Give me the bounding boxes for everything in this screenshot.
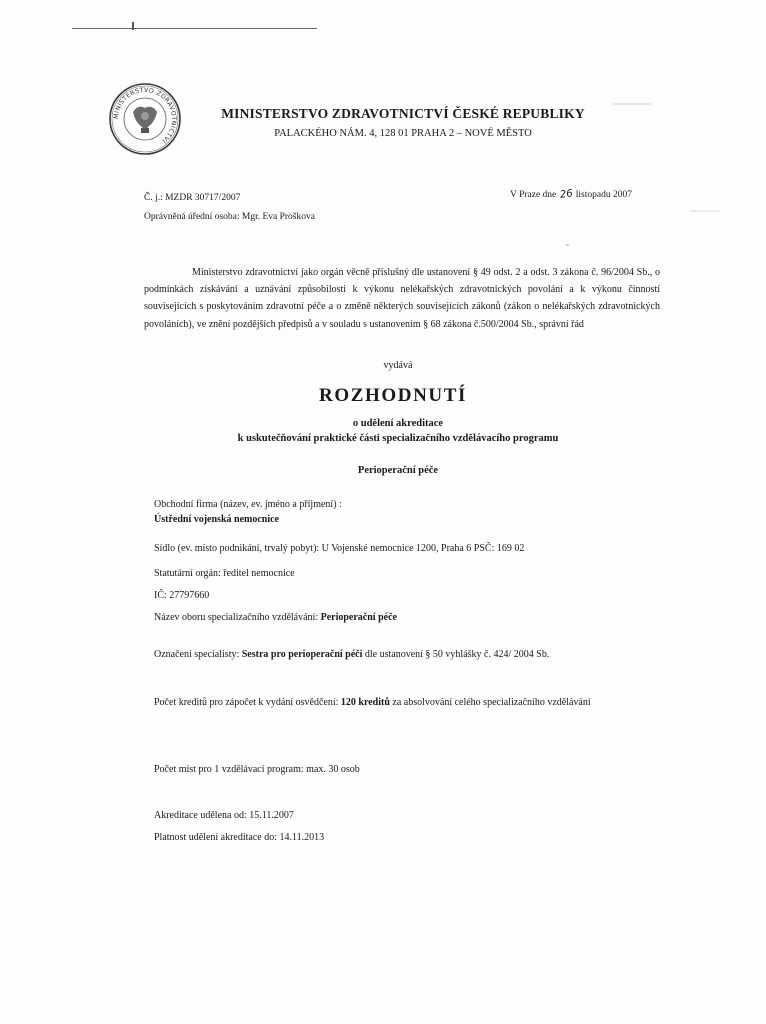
specialist-suffix: dle ustanovení § 50 vyhlášky č. 424/ 2004 Sb.	[364, 649, 550, 660]
specialist-designation	[154, 644, 666, 666]
intro-paragraph: Ministerstvo zdravotnictví jako orgán věcně příslušný dle ustanovení § 49 odst. 2 a odst. 3 zákona č. 96/2004 Sb., o podmínkách získávání a uznávání způsobilosti k výkonu nelékařských zdravotnických povolání a k výkonu činností souvisejících s poskytováním zdravotní péče a o změně některých souvisejících zákonů (zákon o nelékařských zdravotnických povoláních), ve znění pozdějších předpisů a v souladu s ustanovením § 68 zákona č.500/2004 Sb., správní řád	[144, 267, 660, 330]
places-count: Počet míst pro 1 vzdělávací program: max. 30 osob	[154, 764, 360, 775]
scan-speck	[566, 244, 569, 246]
statutory-body: Statutární orgán: ředitel nemocnice	[154, 568, 295, 579]
scan-edge-line	[72, 28, 317, 29]
credits-line	[154, 692, 666, 714]
accredited-from: Akreditace udělena od: 15.11.2007	[154, 810, 294, 821]
date-prefix: V Praze dne	[510, 190, 557, 200]
field-value: Perioperační péče	[320, 612, 397, 623]
scan-bleed	[612, 103, 652, 105]
field-of-study	[154, 612, 397, 623]
decision-subtitle-1: o udělení akreditace	[352, 418, 444, 429]
scan-bleed	[690, 210, 720, 212]
decision-title: ROZHODNUTÍ	[319, 385, 467, 406]
ministry-title: MINISTERSTVO ZDRAVOTNICTVÍ ČESKÉ REPUBLIKY	[221, 106, 585, 121]
company-value	[154, 514, 279, 525]
authorized-officer: Oprávněná úřední osoba: Mgr. Eva Proškova	[144, 212, 315, 222]
scan-edge-tick	[132, 22, 134, 30]
specialist-label: Označení specialisty:	[154, 649, 240, 660]
valid-to: Platnost udělení akreditace do: 14.11.2013	[154, 832, 325, 843]
seat-line: Sídlo (ev. místo podnikání, trvalý pobyt): U Vojenské nemocnice 1200, Praha 6 PSČ: 169 02	[154, 543, 525, 554]
reference-number: Č. j.: MZDR 30717/2007	[144, 193, 241, 203]
date-suffix: listopadu 2007	[575, 190, 632, 200]
document-date	[510, 189, 632, 200]
company-id: IČ: 27797660	[154, 590, 210, 601]
issues-word: vydává	[383, 360, 413, 371]
field-label: Název oboru specializačního vzdělávání:	[154, 612, 319, 623]
specialist-value: Sestra pro perioperační péči	[241, 649, 363, 660]
company-label: Obchodní firma (název, ev. jméno a příjmení) :	[154, 499, 342, 510]
svg-text:MINISTERSTVO ZDRAVOTNICTVÍ: MINISTERSTVO ZDRAVOTNICTVÍ	[112, 86, 178, 145]
date-day-handwritten: 26	[558, 188, 574, 201]
ministry-address: PALACKÉHO NÁM. 4, 128 01 PRAHA 2 – NOVÉ MĚSTO	[274, 128, 532, 139]
credits-label: Počet kreditů pro zápočet k vydání osvědčení:	[154, 697, 339, 708]
company-name: Ústřední vojenská nemocnice	[154, 514, 279, 525]
credits-value: 120 kreditů	[340, 697, 390, 708]
credits-suffix: za absolvování celého specializačního vzdělávání	[392, 697, 591, 708]
program-name: Perioperační péče	[357, 465, 439, 476]
decision-subtitle-2: k uskutečňování praktické části specializačního vzdělávacího programu	[237, 433, 559, 444]
